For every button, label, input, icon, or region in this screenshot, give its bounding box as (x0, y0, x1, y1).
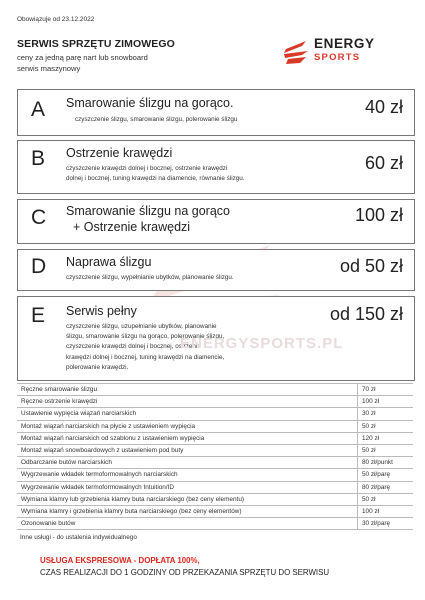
service-name: Smarowanie ślizgu na gorąco (66, 204, 230, 218)
express-service-notice: USŁUGA EKSPRESOWA - DOPŁATA 100%, (40, 556, 200, 565)
list-item-name: Montaż wiązań narciarskich na płycie z ustawieniem wypięcia (21, 422, 196, 430)
list-item (17, 433, 413, 445)
service-description: czyszczenie ślizgu, smarowanie ślizgu, polerowanie ślizgu (75, 116, 238, 123)
list-item-price: 100 zł (362, 398, 380, 406)
service-description-line: krawędzi dolnej i bocznej, tuning krawędzi na diamencie, (66, 353, 225, 361)
service-price: od 50 zł (339, 256, 403, 276)
service-box-b (17, 140, 415, 194)
list-item-name: Ozonowanie butów (21, 520, 76, 528)
service-price: od 150 zł (329, 304, 403, 324)
list-item-name: Wymiana klamry i grzebienia klamry buta narciarskiego (bez ceny elementów) (21, 507, 242, 515)
list-item (17, 482, 413, 494)
service-letter: B (31, 147, 46, 170)
list-item-price: 50 zł (362, 422, 376, 430)
list-item-name: Wymiana klamry lub grzebienia klamry buta narciarskiego (bez ceny elementu) (21, 495, 244, 503)
energy-sports-logo-icon (282, 38, 312, 66)
list-item (17, 494, 413, 506)
price-list (17, 383, 413, 530)
list-item-name: Montaż wiązań snowboardowych z ustawieniem pod buty (21, 446, 184, 454)
energy-sports-logo (282, 37, 412, 67)
list-item (17, 408, 413, 420)
list-item-name: Wygrzewanie wkładek termoformowalnych Intuition/ID (21, 483, 175, 491)
logo-text-sports: SPORTS (314, 52, 361, 63)
list-item-price: 30 zł/parę (362, 520, 391, 528)
service-letter: D (31, 255, 47, 278)
list-item-price: 100 zł (362, 507, 380, 515)
watermark-text: ENERGYSPORTS.PL (180, 335, 344, 352)
list-item (17, 396, 413, 408)
service-price: 100 zł (354, 205, 403, 225)
service-box-d (17, 249, 415, 291)
list-item-price: 80 zł/punkt (362, 459, 393, 467)
list-item (17, 506, 413, 518)
list-item-name: Wygrzewanie wkładek termoformowalnych narciarskich (21, 471, 178, 479)
service-description: czyszczenie ślizgu, wypełnianie ubytków, planowanie ślizgu. (66, 274, 234, 281)
service-name-addon: + Ostrzenie krawędzi (73, 220, 191, 234)
service-description-line: czyszczenie krawędzi dolnej i bocznej, ostrzenie krawędzi (66, 165, 228, 172)
service-description-line: dolnej i bocznej, tuning krawędzi na diamencie, równanie ślizgu. (66, 175, 245, 183)
logo-text-energy: ENERGY (314, 36, 375, 51)
service-description-line: czyszczenie krawędzi dolnej i bocznej, ostrzenie (66, 343, 201, 351)
list-item-name: Ręczne ostrzenie krawędzi (21, 398, 98, 406)
service-letter: A (31, 98, 46, 121)
service-description (66, 164, 245, 184)
subtitle-pricing: ceny za jedną parę nart lub snowboard (17, 53, 148, 62)
list-item-name: Ręczne smarowanie ślizgu (21, 386, 98, 393)
service-name: Ostrzenie krawędzi (66, 146, 173, 160)
list-item (17, 383, 413, 396)
list-item-name: Ustawienie wypięcia wiązań narciarskich (21, 410, 137, 418)
service-description-line: polerowanie krawędzi. (66, 363, 129, 371)
service-box-c (17, 199, 415, 244)
list-item-name: Montaż wiązań narciarskich od szablonu z ustawieniem wypięcia (21, 434, 205, 442)
service-name: Smarowanie ślizgu na gorąco. (66, 96, 234, 110)
date-label: Obowiązuje od 23.12.2022 (17, 16, 95, 23)
service-price: 60 zł (364, 153, 403, 173)
other-services-note: Inne usługi - do ustalenia indywidualnego (20, 534, 137, 541)
list-item-price: 120 zł (362, 434, 380, 442)
service-price: 40 zł (364, 97, 403, 117)
page-title: SERWIS SPRZĘTU ZIMOWEGO (17, 38, 175, 50)
service-name: Naprawa ślizgu (66, 255, 152, 269)
list-item-price: 50 zł (362, 446, 376, 454)
list-item (17, 457, 413, 469)
turnaround-time-notice: CZAS REALIZACJI DO 1 GODZINY OD PRZEKAZANIA SPRZĘTU DO SERWISU (40, 568, 330, 577)
list-item-price: 50 zł (362, 495, 376, 503)
list-item (17, 445, 413, 457)
service-letter: E (31, 304, 46, 327)
subtitle-machine: serwis maszynowy (17, 64, 81, 73)
list-item-name: Odbarczanie butów narciarskich (21, 459, 112, 467)
service-description-line: czyszczenie ślizgu, uzupełnianie ubytków, planowanie (66, 323, 217, 330)
service-description-line: ślizgu, smarowanie ślizgu na gorąco, polerowanie ślizgu, (66, 333, 225, 341)
list-item (17, 421, 413, 433)
list-item-price: 80 zł/parę (362, 483, 391, 491)
list-item (17, 469, 413, 481)
service-box-a (17, 89, 415, 136)
service-letter: C (31, 206, 47, 229)
list-item-price: 70 zł (362, 386, 376, 393)
list-item-price: 50 zł/parę (362, 471, 391, 479)
list-item-price: 30 zł (362, 410, 376, 418)
list-item (17, 518, 413, 530)
service-name: Serwis pełny (66, 304, 137, 318)
